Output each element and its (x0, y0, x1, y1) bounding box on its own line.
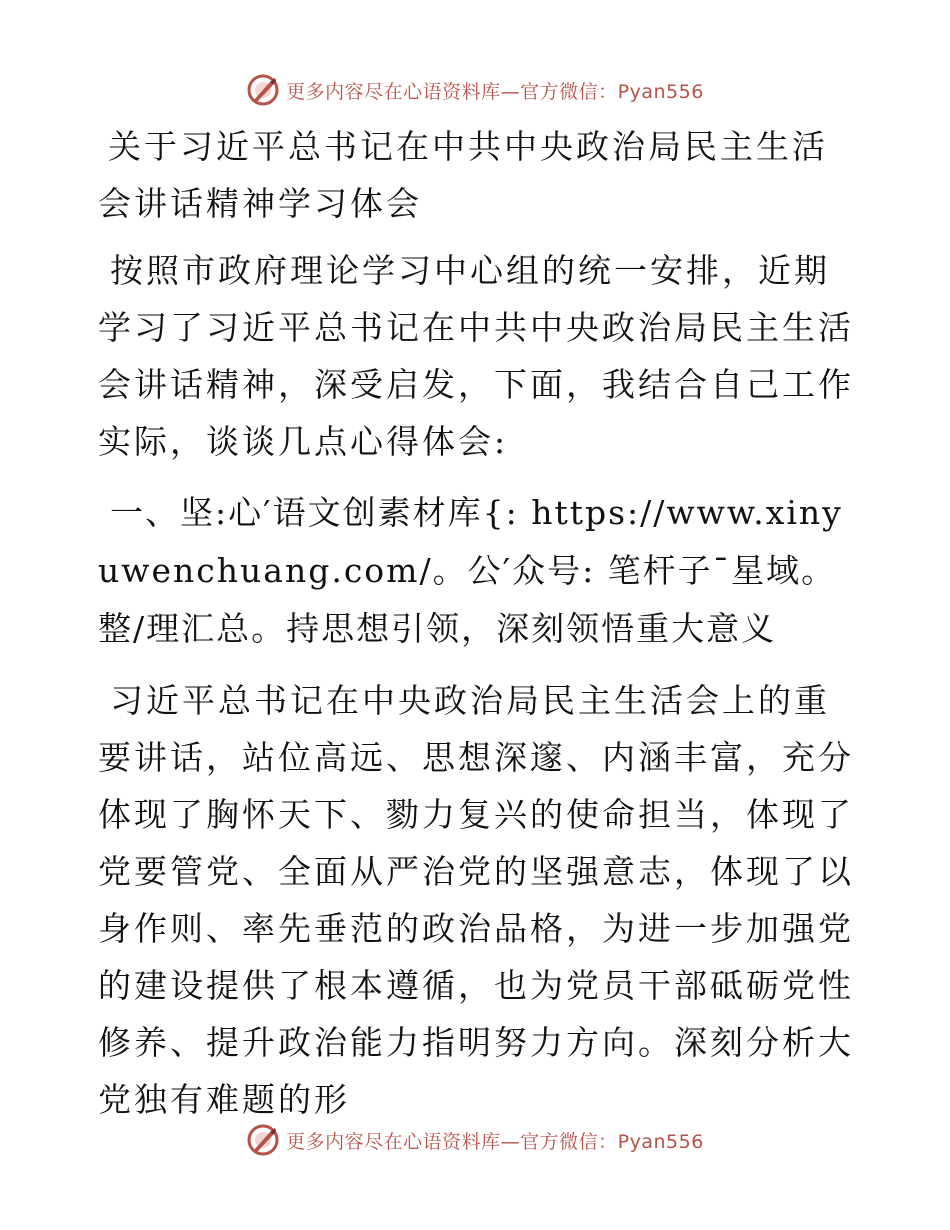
footer-banner-text: 更多内容尽在心语资料库—官方微信：Pyan556 (286, 1130, 704, 1153)
quill-pen-circle-icon (246, 1123, 280, 1157)
footer-banner (0, 1120, 950, 1160)
paragraph-body: 习近平总书记在中央政治局民主生活会上的重要讲话，站位高远、思想深邃、内涵丰富，充分体现了胸怀天下、勠力复兴的使命担当，体现了党要管党、全面从严治党的坚强意志，体现了以身作则、率先垂范的政治品格，为进一步加强党的建设提供了根本遵循，也为党员干部砥砺党性修养、提升政治能力指明努力方向。深刻分析大党独有难题的形 (98, 681, 854, 1119)
header-banner (0, 70, 950, 110)
quill-pen-circle-icon (246, 73, 280, 107)
paragraph-section-one-heading: 一、坚:心′语文创素材库{: https://www.xinyuwenchuang.com/。公′众号: 笔杆子¯星域。整/理汇总。持思想引领，深刻领悟重大意义 (98, 493, 843, 648)
paragraph-intro: 按照市政府理论学习中心组的统一安排，近期学习了习近平总书记在中共中央政治局民主生活会讲话精神，深受启发，下面，我结合自己工作实际，谈谈几点心得体会: (98, 251, 854, 461)
document-title: 关于习近平总书记在中共中央政治局民主生活会讲话精神学习体会 (98, 127, 828, 223)
header-banner-text: 更多内容尽在心语资料库—官方微信：Pyan556 (286, 80, 704, 103)
document-body (98, 118, 858, 1142)
